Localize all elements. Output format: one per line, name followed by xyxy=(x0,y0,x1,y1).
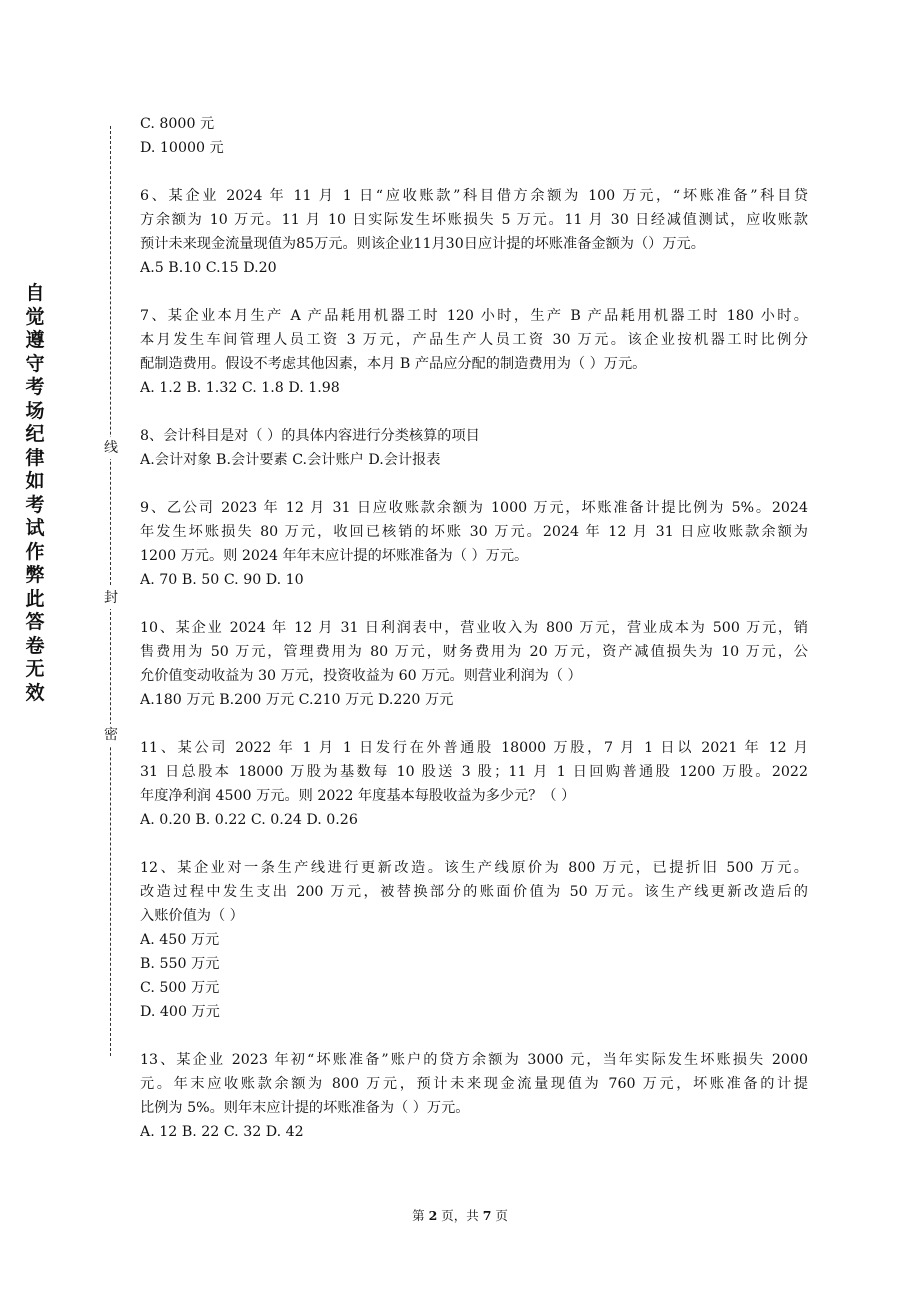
question-line: 9、乙公司 2023 年 12 月 31 日应收账款余额为 1000 万元，坏账准备计提比例为 5%。2024 xyxy=(140,500,808,516)
question-line: 6、某企业 2024 年 11 月 1 日“应收账款”科目借方余额为 100 万元，“坏账准备”科目贷 xyxy=(140,188,808,204)
question-line: 方余额为 10 万元。11 月 10 日实际发生坏账损失 5 万元。11 月 30 日经减值测试，应收账款 xyxy=(140,212,808,228)
option-line: C. 500 万元 xyxy=(140,980,220,996)
option-line: D. 400 万元 xyxy=(140,1004,220,1020)
question-12 xyxy=(140,856,808,1024)
question-line: 售费用为 50 万元，管理费用为 80 万元，财务费用为 20 万元，资产减值损失为 10 万元，公 xyxy=(140,644,808,660)
cut-mark-line: 线 xyxy=(100,437,122,459)
question-line: 年发生坏账损失 80 万元，收回已核销的坏账 30 万元。2024 年 12 月 31 日应收账款余额为 xyxy=(140,524,808,540)
question-line: 31 日总股本 18000 万股为基数每 10 股送 3 股；11 月 1 日回购普通股 1200 万股。2022 xyxy=(140,764,808,780)
question-line: 本月发生车间管理人员工资 3 万元，产品生产人员工资 30 万元。该企业按机器工时比例分 xyxy=(140,332,808,348)
question-line: 预计未来现金流量现值为85万元。则该企业11月30日应计提的坏账准备金额为（）万元。 xyxy=(140,236,705,252)
exam-discipline-notice: 自觉遵守考场纪律如考试作弊此答卷无效 xyxy=(25,282,45,704)
question-line: 8、会计科目是对（ ）的具体内容进行分类核算的项目 xyxy=(140,428,480,444)
cut-mark-seal: 封 xyxy=(100,587,122,609)
total-page-count: 7 xyxy=(482,1208,492,1223)
option-line: A. 0.20 B. 0.22 C. 0.24 D. 0.26 xyxy=(140,812,358,828)
question-line: 7、某企业本月生产 A 产品耗用机器工时 120 小时，生产 B 产品耗用机器工时 180 小时。 xyxy=(140,308,808,324)
question-line: 1200 万元。则 2024 年年末应计提的坏账准备为（ ）万元。 xyxy=(140,548,529,564)
option-line: A. 70 B. 50 C. 90 D. 10 xyxy=(140,572,304,588)
question-6 xyxy=(140,184,808,280)
option-line: B. 550 万元 xyxy=(140,956,220,972)
option-line: C. 8000 元 xyxy=(140,116,215,132)
question-11 xyxy=(140,736,808,832)
question-line: 13、某企业 2023 年初“坏账准备”账户的贷方余额为 3000 元，当年实际发生坏账损失 2000 xyxy=(140,1052,808,1068)
option-line: A.180 万元 B.200 万元 C.210 万元 D.220 万元 xyxy=(140,692,454,708)
question-line: 元。年末应收账款余额为 800 万元，预计未来现金流量现值为 760 万元，坏账准备的计提 xyxy=(140,1076,808,1092)
question-10 xyxy=(140,616,808,712)
option-line: A.会计对象 B.会计要素 C.会计账户 D.会计报表 xyxy=(140,452,441,468)
question-7 xyxy=(140,304,808,400)
question-line: 配制造费用。假设不考虑其他因素，本月 B 产品应分配的制造费用为（ ）万元。 xyxy=(140,356,647,372)
page-footer: 第 2 页，共 7 页 xyxy=(412,1208,508,1223)
question-line: 年度净利润 4500 万元。则 2022 年度基本每股收益为多少元？（ ） xyxy=(140,788,576,804)
question-8 xyxy=(140,424,808,472)
option-line: A.5 B.10 C.15 D.20 xyxy=(140,260,277,276)
question-line: 11、某公司 2022 年 1 月 1 日发行在外普通股 18000 万股，7 月 1 日以 2021 年 12 月 xyxy=(140,740,808,756)
question-line: 10、某企业 2024 年 12 月 31 日利润表中，营业收入为 800 万元，营业成本为 500 万元，销 xyxy=(140,620,808,636)
question-line: 改造过程中发生支出 200 万元，被替换部分的账面价值为 50 万元。该生产线更新改造后的 xyxy=(140,884,808,900)
cut-mark-secret: 密 xyxy=(100,724,122,746)
question-content xyxy=(140,112,808,1144)
option-line: A. 1.2 B. 1.32 C. 1.8 D. 1.98 xyxy=(140,380,340,396)
question-line: 入账价值为（ ） xyxy=(140,908,244,924)
current-page-number: 2 xyxy=(428,1208,438,1223)
question-line: 比例为 5%。则年末应计提的坏账准备为（ ）万元。 xyxy=(140,1100,470,1116)
question-9 xyxy=(140,496,808,592)
question-13 xyxy=(140,1048,808,1144)
question-line: 12、某企业对一条生产线进行更新改造。该生产线原价为 800 万元，已提折旧 500 万元。 xyxy=(140,860,808,876)
option-line: A. 450 万元 xyxy=(140,932,220,948)
option-line: D. 10000 元 xyxy=(140,140,224,156)
question-line: 允价值变动收益为 30 万元，投资收益为 60 万元。则营业利润为（ ） xyxy=(140,668,582,684)
option-line: A. 12 B. 22 C. 32 D. 42 xyxy=(140,1124,304,1140)
